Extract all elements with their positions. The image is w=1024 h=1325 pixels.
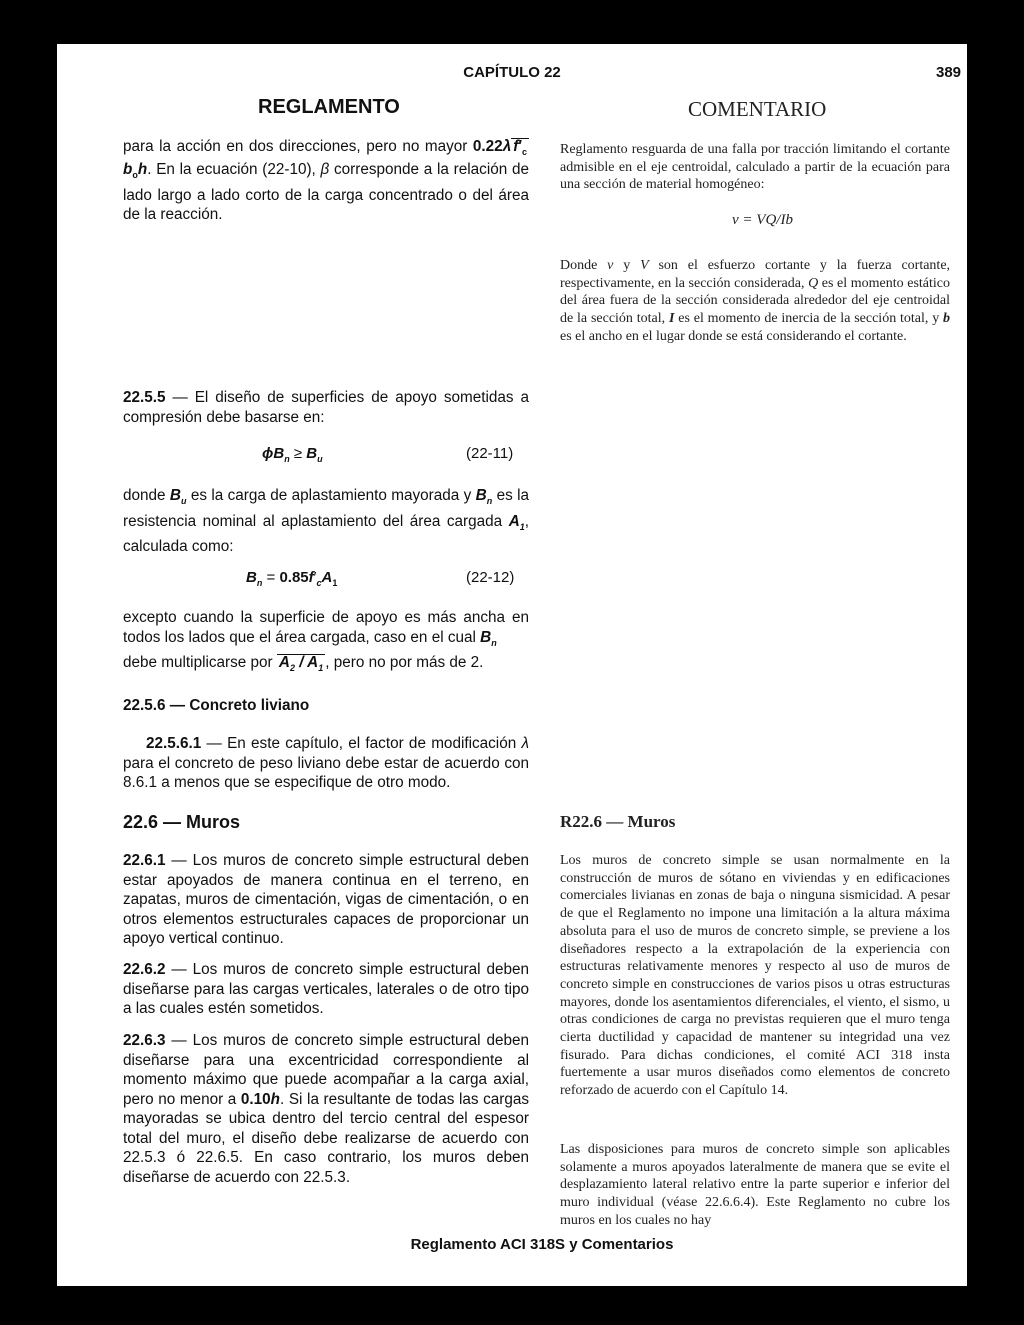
section-22-5-6-1: 22.5.6.1 — En este capítulo, el factor de modificación λ para el concreto de peso liviano debe estar de acuerdo con 8.6.1 a menos que se especifique de otro modo.	[123, 735, 529, 791]
section-22-6-1: 22.6.1 — Los muros de concreto simple estructural deben estar apoyados de manera continua en el terreno, en zapatas, muros de cimentación, vigas de cimentación, o en otros elementos estructurales capaces de proporcionar un apoyo vertical continuo.	[123, 852, 529, 947]
commentary-where-paragraph: Donde v y V son el esfuerzo cortante y la fuerza cortante, respectivamente, en la sección considerada, Q es el momento estático del área fuera de la sección considerada alrededor del eje centroidal de la sección total, I es el momento de inercia de la sección total, y b es el ancho en el lugar donde se está considerando el cortante.	[560, 258, 951, 344]
commentary-provisions-paragraph: Las disposiciones para muros de concreto simple son aplicables solamente a muros apoyados lateralmente de manera que se evite el desplazamiento lateral relativo entre la parte superior e inferior del muro individual (véase 22.6.6.4). Este Reglamento no cubre los muros en los cuales no hay	[560, 1142, 950, 1228]
section-title-22-6: 22.6 — Muros	[123, 812, 241, 832]
equation-22-11: $\phi B_n \ge B_u$	[262, 445, 323, 464]
column-title-comentario: COMENTARIO	[688, 97, 827, 121]
paragraph-except: excepto cuando la superficie de apoyo es más ancha en todos los lados que el área cargada, caso en el cual $B_n$	[123, 609, 529, 648]
paragraph-except-multiplier: debe multiplicarse por $A_2 / A_1$ , pero no por más de 2.	[123, 654, 483, 676]
equation-number-22-11: (22-11)	[466, 445, 514, 462]
equation-number-22-12: (22-12)	[466, 569, 515, 586]
section-22-5-5: 22.5.5 — El diseño de superficies de apoyo sometidas a compresión debe basarse en:	[123, 389, 529, 426]
paragraph-punching-shear: para la acción en dos direcciones, pero no mayor 0.22λ $f'_cb_oh$. En la ecuación (22-10), β corresponde a la relación de lado largo a lado corto de la carga concentrado o del área de la reacción.	[123, 138, 529, 224]
equation-22-12: $B_n = 0.85f'_cA_1$	[246, 569, 338, 588]
chapter-header: CAPÍTULO 22	[463, 64, 561, 81]
commentary-walls-paragraph: Los muros de concreto simple se usan normalmente en la construcción de muros de sótano en viviendas y en edificaciones comerciales livianas en zonas de baja o ninguna sismicidad. A pesar de que el Reglamento no impone una limitación a la altura máxima absoluta para el uso de muros de concreto simple, se previene a los diseñadores respecto a la extrapolación de la experiencia con estructuras relativamente menores y respecto al uso de muros de concreto simple en construcciones de varios pisos u otras estructuras mayores, donde los asentamientos diferenciales, el viento, el sismo, u otras condiciones de carga no previstas requieren que el muro tenga cierta ductilidad y capacidad de mantener su integridad una vez fisurado. Para dichas condiciones, el comité ACI 318 insta fuertemente a usar muros diseñados como elementos de concreto reforzado de acuerdo con el Capítulo 14.	[560, 853, 950, 1099]
page-footer: Reglamento ACI 318S y Comentarios	[410, 1236, 674, 1253]
section-title-22-5-6: 22.5.6 — Concreto liviano	[123, 697, 310, 714]
commentary-shear-paragraph: Reglamento resguarda de una falla por tracción limitando el cortante admisible en el eje centroidal, calculado a partir de la ecuación para una sección de material homogéneo:	[560, 142, 950, 193]
section-22-6-3: 22.6.3 — Los muros de concreto simple estructural deben diseñarse para una excentricidad correspondiente al momento máximo que puede acompañar a la carga axial, pero no menor a 0.10h. Si la resultante de todas las cargas mayoradas se ubica dentro del tercio central del espesor total del muro, el diseño debe realizarse de acuerdo con 22.5.3 ó 22.6.5. En caso contrario, los muros deben diseñarse de acuerdo con 22.5.3.	[123, 1032, 529, 1186]
commentary-section-title-r22-6: R22.6 — Muros	[560, 812, 676, 831]
formula-punching-limit: 0.22λ $f'_cb_oh$	[123, 138, 528, 181]
section-22-6-2: 22.6.2 — Los muros de concreto simple estructural deben diseñarse para las cargas verticales, laterales o de otro tipo a las cuales estén sometidos.	[123, 961, 529, 1017]
column-title-reglamento: REGLAMENTO	[258, 96, 400, 118]
equation-shear-stress: v = VQ/Ib	[732, 212, 793, 228]
paragraph-where-bu: donde $B_u$ es la carga de aplastamiento mayorada y $B_n$ es la resistencia nominal al aplastamiento del área cargada $A_1$, calculada como:	[123, 487, 530, 556]
page-number: 389	[936, 64, 962, 81]
